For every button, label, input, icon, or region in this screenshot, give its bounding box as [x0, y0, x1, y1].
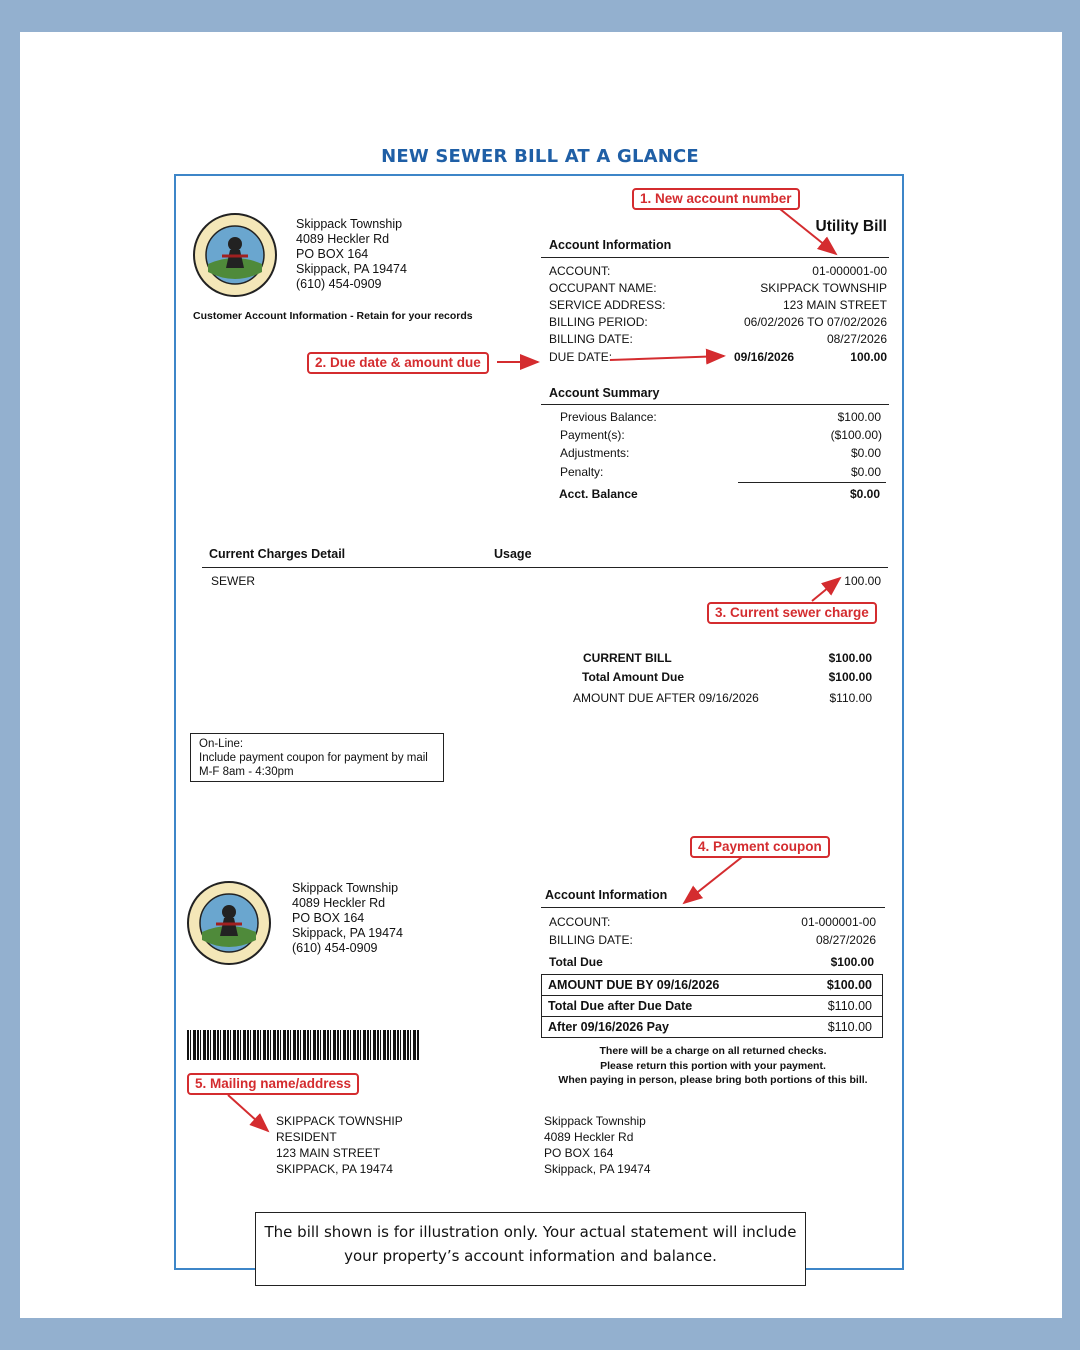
- callout-due-date: 2. Due date & amount due: [307, 352, 489, 374]
- online-line: On-Line:: [199, 738, 244, 750]
- coupon-row-label: Total Due after Due Date: [548, 999, 693, 1013]
- callout-arrow: [610, 356, 724, 360]
- occupant-name: SKIPPACK TOWNSHIP: [760, 281, 887, 295]
- coupon-account-info-title: Account Information: [545, 888, 668, 902]
- occupant-label: OCCUPANT NAME:: [549, 281, 657, 295]
- callout-new-account-number: 1. New account number: [632, 188, 800, 210]
- address-line: Skippack, PA 19474: [544, 1162, 651, 1176]
- callout-payment-coupon: 4. Payment coupon: [690, 836, 830, 858]
- coupon-note: There will be a charge on all returned checks.: [599, 1045, 827, 1057]
- service-address: 123 MAIN STREET: [782, 298, 887, 312]
- callout-mailing-address: 5. Mailing name/address: [187, 1073, 359, 1095]
- coupon-row-value: $110.00: [827, 1020, 872, 1034]
- account-number: 01-000001-00: [812, 264, 887, 278]
- address-line: Skippack, PA 19474: [296, 262, 407, 276]
- address-line: Skippack, PA 19474: [292, 926, 403, 940]
- charges-detail-header: Current Charges Detail: [209, 547, 346, 561]
- address-line: SKIPPACK TOWNSHIP: [276, 1114, 403, 1128]
- sewer-charge-amount: 100.00: [844, 574, 881, 588]
- callout-arrow: [228, 1095, 268, 1131]
- penalty: $0.00: [850, 465, 881, 479]
- due-amount: 100.00: [850, 350, 887, 364]
- address-line: (610) 454-0909: [292, 941, 378, 955]
- coupon-row-label: AMOUNT DUE BY 09/16/2026: [548, 978, 720, 992]
- current-bill-amount: $100.00: [828, 651, 872, 665]
- coupon-note: When paying in person, please bring both portions of this bill.: [558, 1074, 868, 1086]
- address-line: Skippack Township: [292, 881, 399, 895]
- address-line: PO BOX 164: [296, 247, 369, 261]
- address-line: PO BOX 164: [544, 1146, 614, 1160]
- page-title: NEW SEWER BILL AT A GLANCE: [381, 146, 699, 167]
- address-line: PO BOX 164: [292, 911, 365, 925]
- coupon-note: Please return this portion with your payment.: [600, 1059, 826, 1072]
- address-line: (610) 454-0909: [296, 277, 382, 291]
- amount-after-due: $110.00: [829, 691, 872, 705]
- address-line: 4089 Heckler Rd: [296, 232, 390, 246]
- account-label: ACCOUNT:: [549, 264, 611, 278]
- total-amount-due: $100.00: [828, 670, 872, 684]
- amount-after-due-label: AMOUNT DUE AFTER 09/16/2026: [573, 691, 759, 705]
- document-title: Utility Bill: [815, 218, 887, 235]
- address-line: 4089 Heckler Rd: [292, 896, 386, 910]
- callout-current-sewer-charge: 3. Current sewer charge: [707, 602, 877, 624]
- address-line: 123 MAIN STREET: [276, 1146, 381, 1160]
- address-line: 4089 Heckler Rd: [544, 1130, 634, 1144]
- online-line: M-F 8am - 4:30pm: [199, 766, 294, 778]
- billing-period: 06/02/2026 TO 07/02/2026: [743, 315, 887, 329]
- adjustments-label: Adjustments:: [560, 446, 630, 460]
- address-line: Skippack Township: [296, 217, 403, 231]
- service-address-label: SERVICE ADDRESS:: [549, 298, 666, 312]
- account-info-title: Account Information: [549, 238, 672, 252]
- coupon-row-value: $100.00: [826, 978, 872, 992]
- coupon-total-due: $100.00: [830, 955, 874, 969]
- account-summary-title: Account Summary: [549, 386, 660, 400]
- billing-period-label: BILLING PERIOD:: [549, 315, 648, 329]
- current-bill-label: CURRENT BILL: [583, 651, 672, 665]
- total-amount-due-label: Total Amount Due: [582, 670, 684, 684]
- retain-note: Customer Account Information - Retain for your records: [193, 310, 473, 322]
- previous-balance-label: Previous Balance:: [560, 410, 657, 424]
- coupon-billing-date-label: BILLING DATE:: [549, 933, 633, 947]
- previous-balance: $100.00: [837, 410, 881, 424]
- callout-arrow: [812, 578, 840, 601]
- due-date-label: DUE DATE:: [549, 350, 613, 364]
- coupon-row-value: $110.00: [827, 999, 872, 1013]
- usage-header: Usage: [494, 547, 532, 561]
- billing-date: 08/27/2026: [826, 332, 887, 346]
- penalty-label: Penalty:: [560, 465, 604, 479]
- address-line: SKIPPACK, PA 19474: [276, 1162, 393, 1176]
- callout-arrow: [780, 209, 836, 254]
- billing-date-label: BILLING DATE:: [549, 332, 633, 346]
- payments: ($100.00): [830, 428, 882, 442]
- adjustments: $0.00: [850, 446, 881, 460]
- due-date: 09/16/2026: [734, 350, 795, 364]
- acct-balance-label: Acct. Balance: [559, 487, 638, 501]
- disclaimer-box: The bill shown is for illustration only. Your actual statement will include your property’s account information and balance.: [255, 1212, 806, 1286]
- coupon-row-label: After 09/16/2026 Pay: [548, 1020, 669, 1034]
- coupon-account-number: 01-000001-00: [801, 915, 876, 929]
- address-line: Skippack Township: [544, 1114, 646, 1128]
- sewer-charge-label: SEWER: [211, 574, 256, 588]
- callout-arrow: [684, 857, 742, 903]
- acct-balance: $0.00: [849, 487, 880, 501]
- online-line: Include payment coupon for payment by mail: [199, 752, 428, 764]
- payments-label: Payment(s):: [560, 428, 625, 442]
- coupon-total-due-label: Total Due: [549, 955, 603, 969]
- coupon-account-label: ACCOUNT:: [549, 915, 611, 929]
- address-line: RESIDENT: [276, 1130, 337, 1144]
- coupon-billing-date: 08/27/2026: [815, 933, 876, 947]
